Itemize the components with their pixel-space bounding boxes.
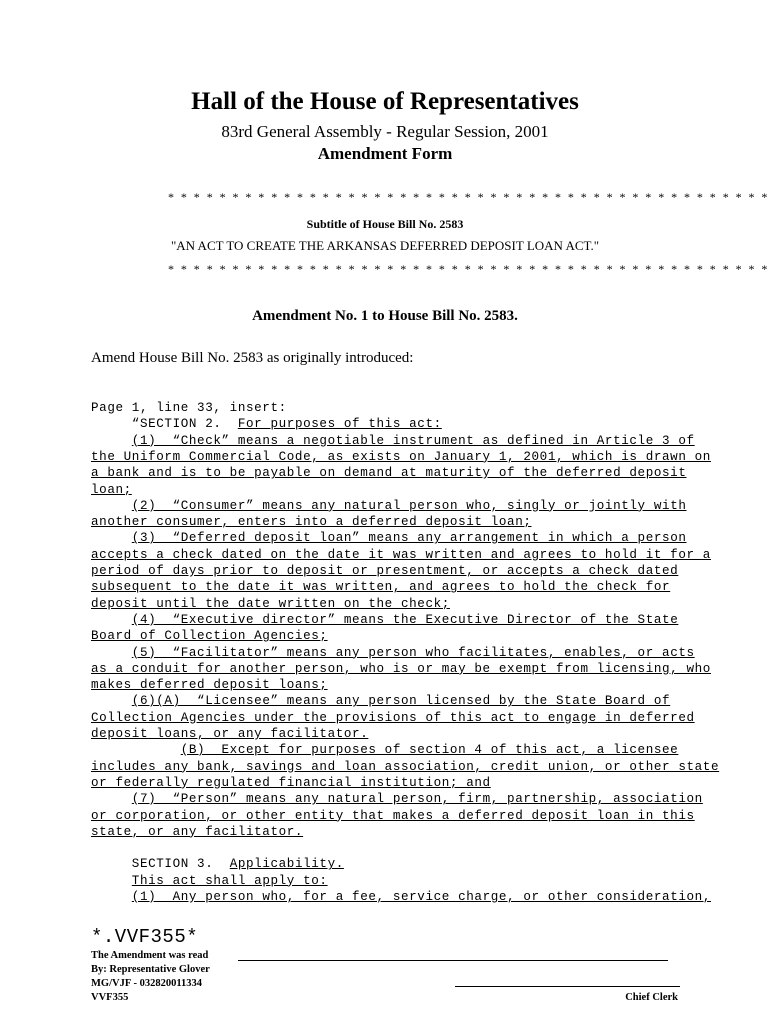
line-underlined-text: (1) Any person who, for a fee, service charge, or other consideration, xyxy=(131,890,711,904)
line-underlined-text: (2) “Consumer” means any natural person who, singly or jointly with xyxy=(131,498,687,513)
subtitle-text: "AN ACT TO CREATE THE ARKANSAS DEFERRED DEPOSIT LOAN ACT." xyxy=(170,238,600,253)
amendment-line xyxy=(91,449,711,465)
amendment-line xyxy=(91,579,670,595)
sponsor-line: By: Representative Glover xyxy=(91,964,210,975)
line-plain-text: SECTION 3. xyxy=(91,857,230,872)
amendment-intro: Amend House Bill No. 2583 as originally introduced: xyxy=(91,350,414,366)
line-underlined-text: (7) “Person” means any natural person, firm, partnership, association xyxy=(131,792,703,807)
amendment-line xyxy=(91,824,303,840)
line-plain-text: “SECTION 2. xyxy=(91,417,238,432)
bill-stamp: *.VVF355* xyxy=(91,926,199,948)
chief-clerk-signature-line xyxy=(455,986,680,987)
line-underlined-text: as a conduit for another person, who is or may be exempt from licensing, who xyxy=(91,661,711,676)
session-line: 83rd General Assembly - Regular Session, 2001 xyxy=(221,122,549,141)
amendment-line xyxy=(91,596,450,612)
line-plain-text xyxy=(91,613,132,627)
line-plain-text xyxy=(91,890,132,904)
amendment-line xyxy=(91,465,687,481)
line-underlined-text: includes any bank, savings and loan association, credit union, or other state xyxy=(91,759,720,774)
read-signature-line xyxy=(238,960,668,961)
line-underlined-text: accepts a check dated on the date it was written and agrees to hold it for a xyxy=(91,547,711,562)
form-name: Amendment Form xyxy=(317,144,453,163)
subtitle-label: Subtitle of House Bill No. 2583 xyxy=(306,217,464,231)
line-underlined-text: makes deferred deposit loans; xyxy=(91,678,328,693)
amendment-line xyxy=(91,612,678,628)
line-plain-text xyxy=(91,434,132,448)
amendment-line xyxy=(91,710,695,726)
amendment-line xyxy=(91,498,687,514)
line-underlined-text: state, or any facilitator. xyxy=(91,824,304,839)
line-underlined-text: This act shall apply to: xyxy=(131,873,328,888)
amendment-number: Amendment No. 1 to House Bill No. 2583. xyxy=(252,308,518,324)
star-divider-bottom: * * * * * * * * * * * * * * * * * * * * * * * * * * * * * * * * * * * * * * * * * * * * * * * xyxy=(168,262,770,276)
line-underlined-text: Board of Collection Agencies; xyxy=(91,629,328,644)
amendment-line xyxy=(91,677,328,693)
line-underlined-text: period of days prior to deposit or presentment, or accepts a check dated xyxy=(91,564,679,578)
document-title: Hall of the House of Representatives xyxy=(191,88,579,115)
amendment-line xyxy=(91,416,442,432)
amendment-line xyxy=(91,563,678,579)
line-underlined-text: deposit until the date written on the check; xyxy=(91,596,450,611)
line-plain-text xyxy=(91,646,132,660)
line-underlined-text: deposit loans, or any facilitator. xyxy=(91,727,369,741)
line-underlined-text: (1) “Check” means a negotiable instrument as defined in Article 3 of xyxy=(131,433,695,448)
line-underlined-text: (6)(A) “Licensee” means any person licensed by the State Board of xyxy=(131,694,671,709)
amendment-line xyxy=(91,661,711,677)
amendment-line xyxy=(91,514,532,530)
line-underlined-text: the Uniform Commercial Code, as exists on January 1, 2001, which is drawn on xyxy=(91,449,711,464)
line-underlined-text: (5) “Facilitator” means any person who facilitates, enables, or acts xyxy=(131,645,695,660)
amendment-line xyxy=(91,645,695,661)
amendment-line xyxy=(91,808,695,824)
amendment-line xyxy=(91,873,328,889)
amendment-line xyxy=(91,775,491,791)
line-plain-text xyxy=(91,531,132,545)
line-plain-text xyxy=(91,792,132,806)
amendment-line xyxy=(91,889,711,905)
line-underlined-text: Collection Agencies under the provisions of this act to engage in deferred xyxy=(91,710,695,725)
line-underlined-text: Applicability. xyxy=(229,857,344,872)
chief-clerk-label: Chief Clerk xyxy=(625,992,678,1003)
read-label: The Amendment was read xyxy=(91,950,209,961)
amendment-line xyxy=(91,693,670,709)
line-underlined-text: (B) Except for purposes of section 4 of this act, a licensee xyxy=(180,743,679,758)
line-plain-text xyxy=(91,694,132,708)
line-underlined-text: another consumer, enters into a deferred deposit loan; xyxy=(91,515,532,530)
line-underlined-text: a bank and is to be payable on demand at maturity of the deferred deposit xyxy=(91,466,687,481)
line-plain-text xyxy=(91,743,181,757)
amendment-line xyxy=(91,742,678,758)
line-plain-text: Page 1, line 33, insert: xyxy=(91,401,287,415)
line-underlined-text: (4) “Executive director” means the Executive Director of the State xyxy=(131,612,679,627)
line-underlined-text: loan; xyxy=(91,482,132,497)
line-underlined-text: or federally regulated financial institution; and xyxy=(91,775,491,790)
amendment-line xyxy=(91,400,287,416)
amendment-line xyxy=(91,791,703,807)
amendment-line xyxy=(91,482,132,498)
line-underlined-text: (3) “Deferred deposit loan” means any arrangement in which a person xyxy=(131,531,687,546)
amendment-line xyxy=(91,530,687,546)
amendment-line xyxy=(91,856,344,872)
amendment-line xyxy=(91,628,328,644)
amendment-line xyxy=(91,433,695,449)
line-underlined-text: or corporation, or other entity that makes a deferred deposit loan in this xyxy=(91,808,695,823)
line-underlined-text: subsequent to the date it was written, and agrees to hold the check for xyxy=(91,580,671,595)
line-plain-text xyxy=(91,874,132,888)
amendment-line xyxy=(91,547,711,563)
reference-code: MG/VJF - 032820011334 xyxy=(91,978,203,989)
star-divider-top: * * * * * * * * * * * * * * * * * * * * * * * * * * * * * * * * * * * * * * * * * * * * * * * xyxy=(168,190,770,204)
amendment-line xyxy=(91,759,719,775)
amendment-line xyxy=(91,726,368,742)
line-plain-text xyxy=(91,499,132,513)
line-underlined-text: For purposes of this act: xyxy=(237,417,442,432)
document-id: VVF355 xyxy=(91,992,129,1003)
